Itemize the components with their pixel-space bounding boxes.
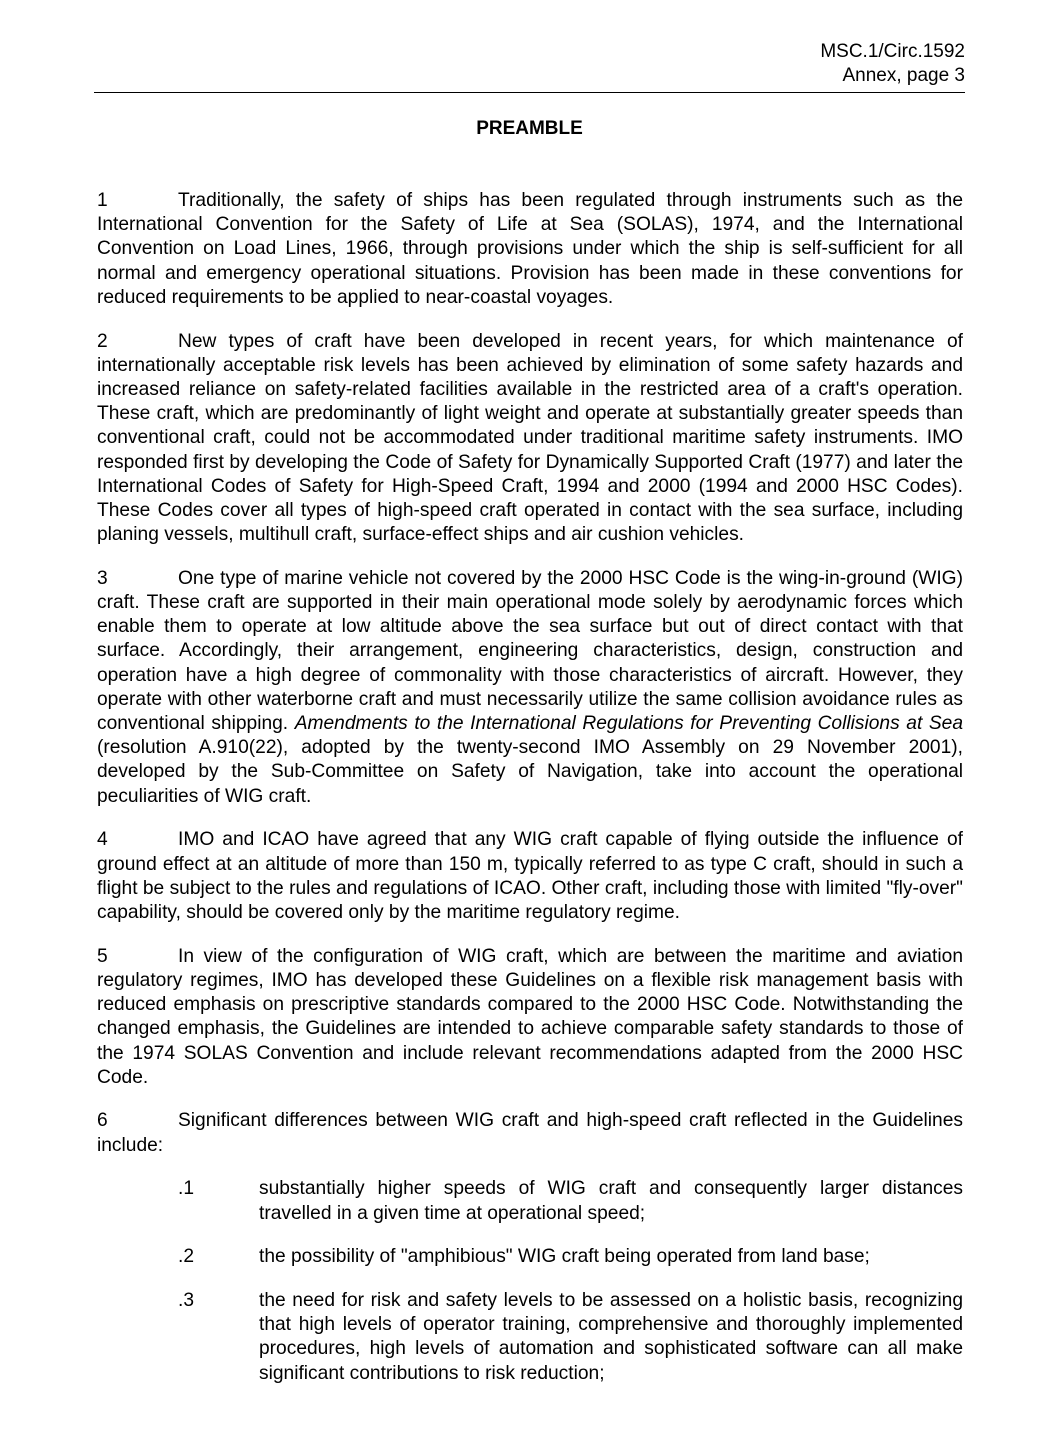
list-item-text: the possibility of "amphibious" WIG craft being operated from land base; [259, 1246, 870, 1268]
paragraph-number: 3 [97, 567, 108, 589]
list-item-3 [97, 1289, 963, 1386]
paragraph-5 [97, 945, 963, 1090]
paragraph-number: 6 [97, 1110, 108, 1132]
section-title: PREAMBLE [476, 118, 583, 139]
list-item-2 [97, 1245, 963, 1269]
list-item-number: .3 [178, 1289, 195, 1311]
document-reference: MSC.1/Circ.1592 [820, 41, 965, 62]
paragraph-4 [97, 828, 963, 925]
paragraph-text: IMO and ICAO have agreed that any WIG craft capable of flying outside the influence of ground effect at an altitude of more than 150 m, typically referred to as type C craft, should in such a flight be subject to the rules and regulations of ICAO. Other craft, including those with limited "fly-over" capability, should be covered only by the maritime regulatory regime. [97, 829, 963, 923]
paragraph-6 [97, 1109, 963, 1157]
document-body [97, 189, 963, 1405]
paragraph-3 [97, 567, 963, 809]
page-reference: Annex, page 3 [842, 65, 965, 86]
list-item-number: .2 [178, 1246, 195, 1268]
list-item-1 [97, 1177, 963, 1225]
paragraph-number: 2 [97, 330, 108, 352]
paragraph-text: Traditionally, the safety of ships has been regulated through instruments such as the International Convention for the Safety of Life at Sea (SOLAS), 1974, and the International Convention on Load Lines, 1966, through provisions under which the ship is self-sufficient for all normal and emergency operational situations. Provision has been made in these conventions for reduced requirements to be applied to near-coastal voyages. [97, 190, 963, 308]
paragraph-1 [97, 189, 963, 310]
paragraph-number: 1 [97, 190, 108, 211]
paragraph-text: In view of the configuration of WIG craft, which are between the maritime and aviation regulatory regimes, IMO has developed these Guidelines on a flexible risk management basis with reduced emphasis on prescriptive standards compared to the 2000 HSC Code. Notwithstanding the changed emphasis, the Guidelines are intended to achieve comparable safety standards to those of the 1974 SOLAS Convention and include relevant recommendations adapted from the 2000 HSC Code. [97, 945, 963, 1088]
header-divider [94, 92, 965, 93]
list-item-number: .1 [178, 1178, 195, 1200]
paragraph-text: Significant differences between WIG craft and high-speed craft reflected in the Guidelines include: [97, 1110, 963, 1156]
page-header [94, 40, 965, 88]
paragraph-number: 5 [97, 945, 108, 967]
paragraph-number: 4 [97, 829, 108, 851]
paragraph-2 [97, 330, 963, 548]
list-item-text: substantially higher speeds of WIG craft and consequently larger distances travelled in a given time at operational speed; [259, 1178, 963, 1224]
italic-title-reference: Amendments to the International Regulations for Preventing Collisions at Sea [294, 713, 963, 735]
paragraph-text: One type of marine vehicle not covered by the 2000 HSC Code is the wing-in-ground (WIG) craft. These craft are supported in their main operational mode solely by aerodynamic forces which enable them to operate at low altitude above the sea surface but out of direct contact with that surface. Accordingly, their arrangement, engineering characteristics, design, construction and operation have a high degree of commonality with those characteristics of aircraft. However, they operate with other waterborne craft and must necessarily utilize the same collision avoidance rules as conventional shipping. [97, 567, 963, 735]
paragraph-text: New types of craft have been developed in recent years, for which maintenance of internationally acceptable risk levels has been achieved by elimination of some safety hazards and increased reliance on safety-related facilities available in the restricted area of a craft's operation. These craft, which are predominantly of light weight and operate at substantially greater speeds than conventional craft, could not be accommodated under traditional maritime safety instruments. IMO responded first by developing the Code of Safety for Dynamically Supported Craft (1977) and later the International Codes of Safety for High-Speed Craft, 1994 and 2000 (1994 and 2000 HSC Codes). These Codes cover all types of high-speed craft operated in contact with the sea surface, including planing vessels, multihull craft, surface-effect ships and air cushion vehicles. [97, 330, 963, 546]
list-item-text: the need for risk and safety levels to be assessed on a holistic basis, recognizing that high levels of operator training, comprehensive and thoroughly implemented procedures, high levels of automation and sophisticated software can all make significant contributions to risk reduction; [259, 1289, 963, 1384]
paragraph-text-continued: (resolution A.910(22), adopted by the twenty-second IMO Assembly on 29 November 2001), developed by the Sub-Committee on Safety of Navigation, take into account the operational peculiarities of WIG craft. [97, 737, 963, 807]
